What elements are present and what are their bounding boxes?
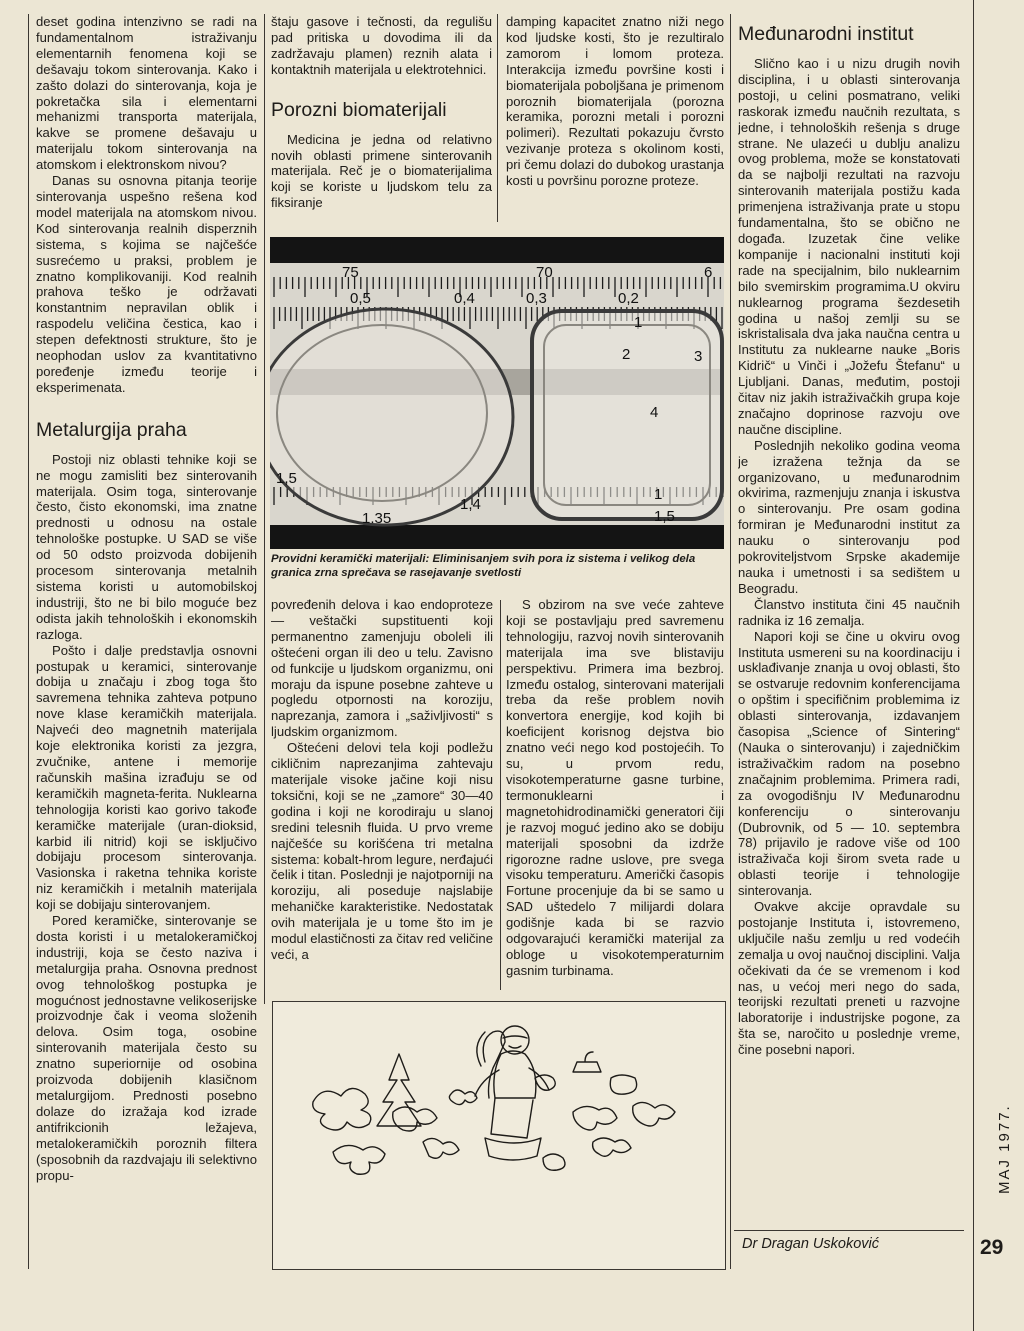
ruler-label: 1,5	[276, 470, 297, 487]
paragraph: Postoji niz oblasti tehnike koji se ne mogu zamisliti bez sinterovanih materijala. Osim toga, sinterovanje često, čisto ekonomski, ima znatne prednosti u odnosu na ostale tehnološke postupke. U SAD se više od 50 odsto proizvoda dobijenih procesom sinterovanja metalnih sistema koristi u automobilskoj industriji, što ne bi bilo moguće bez odista jakih tehnoloških i ekonomskih razloga.	[36, 451, 257, 642]
paragraph: štaju gasove i tečnosti, da regulišu pad pritiska u dovodima ili da zadržavaju plamen) reznih alata i kontaktnih materijala u elektrotehnici.	[271, 14, 492, 77]
page-number: 29	[980, 1236, 1004, 1259]
column-rule	[500, 600, 501, 990]
ruler-label: 3	[694, 348, 703, 365]
ceramic-ruler-photo	[270, 237, 724, 549]
section-heading: Međunarodni institut	[738, 23, 914, 45]
column-rule	[264, 14, 265, 1004]
photo-caption: Providni keramički materijali: Eliminisanjem svih pora iz sistema i velikog dela granica zrna sprečava se rasejavanje svetlosti	[271, 553, 696, 579]
paragraph: Poslednjih nekoliko godina veoma je izražena težnja da se organizovano, u međunarodnim okvirima, razmenjuju znanja i iskustva o sinterovanju. Pre osam godina formiran je Međunarodni institut za nauku o sinterovanju pod pokroviteljstvom Srpske akademije nauka i umetnosti i sa sedištem u Beogradu.	[738, 437, 960, 596]
ruler-label: 0,2	[618, 290, 639, 307]
cartoon-illustration	[272, 1001, 726, 1270]
column-rule	[497, 14, 498, 222]
paragraph: Pored keramičke, sinterovanje se dosta koristi i u metalokeramičkoj industriji, koja se često naziva i metalurgija praha. Osnovna prednost ovog tehnološkog postupka je mogućnost jednostavne velikoserijske proizvodnje čak i veoma složenih delova. Osim toga, osobine sinterovanih materijala često su znatno superiornije od osobina proizvoda dobijenih klasičnom metalurgijom. Prednosti posebno dolaze do izražaja kod izrade antifrikcionih ležajeva, metalokeramičkih poroznih filtera (sposobnih da razdvajaju ili selektivno propu-	[36, 913, 257, 1183]
paragraph: Slično kao i u nizu drugih novih disciplina, i u oblasti sinterovanja postoji, u celini posmatrano, veliki raskorak između naučnih rezultata, s jedne, i tehnoloških rešenja s druge strane. Ne ulazeći u dublju analizu ovog problema, može se konstatovati da se najbolji rezultati na razvoju sinterovanih materijala postižu kada primenjena istraživanja prate u stopu fundamentalna, što se obično ne događa. Izuzetak čine velike kompanije i nacionalni instituti koji rade na specijalnim, bilo nuklearnim bilo svemirskim programima.U okviru nuklearnog programa šezdesetih godina u našoj zemlji su se iskristalisala dva jaka naučna centra u Institutu za nuklearne nauke „Boris Kidrič“ u Vinči i „Jožefu Štefanu“ u Ljubljani. Danas, međutim, postoji čitav niz jakih istraživačkih grupa koje značajno doprinose razvoju ove naučne discipline.	[738, 56, 960, 437]
ruler-label: 70	[536, 264, 553, 281]
paragraph: Članstvo instituta čini 45 naučnih radnika iz 16 zemalja.	[738, 596, 960, 628]
column-3-top	[506, 14, 724, 226]
column-2-top	[271, 14, 492, 226]
ruler-label: 1	[654, 486, 663, 503]
section-heading: Porozni biomaterijali	[271, 98, 447, 121]
paragraph: Oštećeni delovi tela koji podležu cikličnim naprezanjima zahtevaju materijale visoke jačine koji nisu toksični, koji se ne „zamore“ 30—40 godina i koji ne korodiraju u slanoj sredini telesnih fluida. U prvo vreme najčešće su korišćena tri metalna sistema: kobalt-hrom legure, nerđajući čelik i titan. Poslednji je najotporniji na koroziju, ali poseduje najslabije mehaničke karakteristike. Nedostatak ovih materijala je u tome što im je modul elastičnosti za čitav red veličine veći, a	[271, 740, 493, 962]
paragraph: damping kapacitet znatno niži nego kod ljudske kosti, što je rezultiralo zamorom i lomom proteza. Interakcija između površine kosti i biomaterijala poboljšana je primenom poroznih biomaterijala (porozna keramika, porozni metali i porozni polimeri). Rezultati pokazuju čvrsto vezivanje proteza s okolinom kosti, pri čemu dolazi do dubokog urastanja kosti u površinu porozne proteze.	[506, 14, 724, 189]
paragraph: Napori koji se čine u okviru ovog Instituta usmereni su na koordinaciju i usklađivanje znanja u ovoj oblasti, što se ostvaruje redovnim konferencijama o opštim i specifičnim problemima iz oblasti sinterovanja, izdavanjem časopisa „Science of Sintering“ (Nauka o sinterovanju) i zajedničkim istraživačkim radom na posebno značajnim problemima. Primera radi, za ovogodišnju IV Međunarodnu konferenciju o sinterovanju (Dubrovnik, od 5 — 10. septembra 78) prijavilo je radove više od 100 istraživača koji širom sveta rade u oblasti teorije i tehnologije sinterovanja.	[738, 628, 960, 899]
paragraph: povređenih delova i kao endoproteze — veštački supstituenti koji permanentno zamenjuju oboleli ili oštećeni organ ili deo u telu. Zavisno od funkcije u ljudskom organizmu, oni moraju da ispune posebne zahteve u pogledu otpornosti na koroziju, naprezanja, zamora i „saživljivosti“ s ljudskim organizmom.	[271, 597, 493, 740]
ruler-label: 1.35	[362, 510, 392, 527]
ruler-label: 0,4	[454, 290, 475, 307]
paragraph: deset godina intenzivno se radi na fundamentalnom istraživanju elementarnih fenomena koji se dešavaju tokom sinterovanja. Kako i zašto dolazi do sinterovanja, koja je pokretačka sila i elementarni mehanizmi transporta materijala, kakve se promene dešavaju u materijalu tokom sinterovanja na atomskom i elektronskom nivou?	[36, 14, 257, 173]
ruler-label: 1,5	[654, 508, 675, 525]
ruler-label: 1	[634, 314, 643, 331]
ruler-label: 75	[342, 264, 359, 281]
ruler-label: 0,3	[526, 290, 547, 307]
column-1	[36, 14, 257, 1274]
ruler-label: 1,4	[460, 496, 481, 513]
cartoon-drawing	[273, 1002, 725, 1269]
column-2-bottom	[271, 597, 493, 997]
paragraph: Pošto i dalje predstavlja osnovni postupak u keramici, sinterovanje dobija u značaju i zbog toga što savremena tehnika zahteva potpuno nove klase keramičkih materijala. Najveći deo magnetnih materijala koje elektronika koristi za jezgra, zvučnike, antene i memorije računskih mašina izrađuju se od keramičkih magneta-ferita. Nuklearna tehnologija koristi kao gorivo takođe keramičke materijale (uran-dioksid, karbid ili nitrid) koji se isključivo dobijaju procesom sinterovanja. Vasionska i raketna tehnika koriste niz keramičkih i metalnih materijala koji se dobijaju sinterovanjem.	[36, 642, 257, 913]
ruler-label: 6	[704, 264, 713, 281]
column-rule	[973, 0, 974, 1331]
paragraph: Danas su osnovna pitanja teorije sinterovanja uspešno rešena kod model materijala na atomskom nivou. Kod sinterovanja realnih disperznih sistema, s kojima se najčešće susrećemo u praksi, problem je znatno komplikovaniji. Kod realnih prahova teško je održavati konstantnim nepravilan oblik i raspodelu veličina čestica, kao i stepen defektnosti strukture, što je neophodan uslov za kvantitativno poređenje između teorije i eksperimenata.	[36, 173, 257, 395]
column-rule	[734, 1230, 964, 1231]
ruler-label: 0,5	[350, 290, 371, 307]
photo-illustration	[270, 237, 724, 549]
ruler-label: 2	[622, 346, 631, 363]
ruler-label: 4	[650, 404, 659, 421]
column-rule	[730, 14, 731, 1269]
column-rule	[28, 14, 29, 1269]
author-signature: Dr Dragan Uskoković	[742, 1236, 879, 1252]
paragraph: Medicina je jedna od relativno novih oblasti primene sinterovanih materijala. Reč je o biomaterijalima koji se koriste u ljudskom telu za fiksiranje	[271, 131, 492, 211]
section-heading: Metalurgija praha	[36, 418, 187, 441]
paragraph: S obzirom na sve veće zahteve koji se postavljaju pred savremenu tehnologiju, razvoj novih sinterovanih materijala ima sve blistaviju perspektivu. Primera ima bezbroj. Između ostalog, sinterovani materijali treba da reše problem novih konvertora energije, kod kojih bi koeficijent korisnog dejstva bio znatno veći nego kod postojećih. To su, u prvom redu, visokotemperaturne gasne turbine, termonuklearni i magnetohidrodinamički generatori čiji je razvoj moguć jedino ako se dobiju materijali sposobni da izdrže rigorozne radne uslove, pre svega visoku temperaturu. Američki časopis Fortune procenjuje da bi se samo u SAD uštedelo 7 milijardi dolara godišnje kada bi se razvio odgovarajući keramički materijal za obloge u visokotemperaturnim gasnim turbinama.	[506, 597, 724, 978]
column-4	[738, 22, 960, 1228]
issue-date: MAJ 1977.	[996, 1104, 1013, 1194]
paragraph: Ovakve akcije opravdale su postojanje Instituta i, istovremeno, uključile našu zemlju u red vodećih zemalja u ovoj naučnoj disciplini. Valja očekivati da će se vremenom i kod nas, u većoj meri nego do sada, teorijski rezultati preneti u razvojne laboratorije i industrijske pogone, za šta se, naročito u poslednje vreme, čine posebni napori.	[738, 899, 960, 1058]
column-3-bottom	[506, 597, 724, 997]
